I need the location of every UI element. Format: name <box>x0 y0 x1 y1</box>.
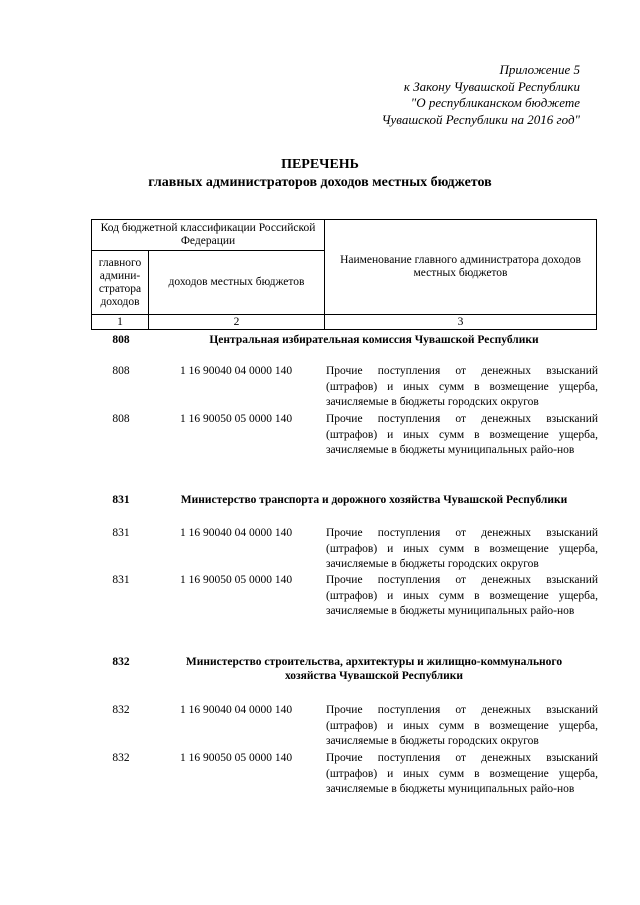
revenue-name: Прочие поступления от денежных взысканий (штрафов) и иных сумм в возмещение ущерба, зачисляемые в бюджеты муниципальных райо-нов <box>326 752 598 795</box>
table-header <box>91 219 597 330</box>
title-line: главных администраторов доходов местных бюджетов <box>148 175 492 190</box>
revenue-name: Прочие поступления от денежных взысканий (штрафов) и иных сумм в возмещение ущерба, зачисляемые в бюджеты муниципальных райо-нов <box>326 413 598 456</box>
title-line: ПЕРЕЧЕНЬ <box>281 157 359 172</box>
revenue-code: 1 16 90040 04 0000 140 <box>179 365 293 377</box>
revenue-code: 1 16 90050 05 0000 140 <box>179 413 293 425</box>
revenue-code: 1 16 90050 05 0000 140 <box>179 574 293 586</box>
section-title: Центральная избирательная комиссия Чувашской Республики <box>209 334 539 346</box>
appendix-note <box>340 62 580 128</box>
revenue-code: 1 16 90040 04 0000 140 <box>179 527 293 539</box>
appendix-line: Чувашской Республики на 2016 год" <box>381 111 580 127</box>
header-local-revenue: доходов местных бюджетов <box>148 250 325 315</box>
admin-code: 808 <box>112 413 130 425</box>
revenue-name: Прочие поступления от денежных взысканий (штрафов) и иных сумм в возмещение ущерба, зачисляемые в бюджеты городских округов <box>326 365 598 408</box>
section-code: 808 <box>112 334 130 346</box>
appendix-line: "О республиканском бюджете <box>410 95 580 110</box>
header-chief-admin: главного админи-стратора доходов <box>91 250 149 315</box>
admin-code: 831 <box>112 574 130 586</box>
revenue-name: Прочие поступления от денежных взысканий (штрафов) и иных сумм в возмещение ущерба, зачисляемые в бюджеты муниципальных райо-нов <box>326 574 598 617</box>
section-code: 832 <box>112 656 130 668</box>
header-budget-code: Код бюджетной классификации Российской Федерации <box>91 219 325 251</box>
admin-code: 832 <box>112 704 130 716</box>
revenue-name: Прочие поступления от денежных взысканий (штрафов) и иных сумм в возмещение ущерба, зачисляемые в бюджеты городских округов <box>326 527 598 570</box>
revenue-code: 1 16 90050 05 0000 140 <box>179 752 293 764</box>
header-num: 3 <box>324 314 597 330</box>
admin-code: 832 <box>112 752 130 764</box>
section-title: Министерство транспорта и дорожного хозяйства Чувашской Республики <box>180 494 568 506</box>
revenue-name: Прочие поступления от денежных взысканий (штрафов) и иных сумм в возмещение ущерба, зачисляемые в бюджеты городских округов <box>326 704 598 747</box>
header-num: 2 <box>148 314 325 330</box>
header-name: Наименование главного администратора доходов местных бюджетов <box>324 219 597 315</box>
admin-code: 831 <box>112 527 130 539</box>
document-title <box>0 156 640 192</box>
appendix-line: к Закону Чувашской Республики <box>403 78 580 94</box>
revenue-code: 1 16 90040 04 0000 140 <box>179 704 293 716</box>
section-title: Министерство строительства, архитектуры и жилищно-коммунального хозяйства Чувашской Республики <box>185 656 563 682</box>
header-num: 1 <box>91 314 149 330</box>
admin-code: 808 <box>112 365 130 377</box>
appendix-line: Приложение 5 <box>499 62 580 77</box>
section-code: 831 <box>112 494 130 506</box>
